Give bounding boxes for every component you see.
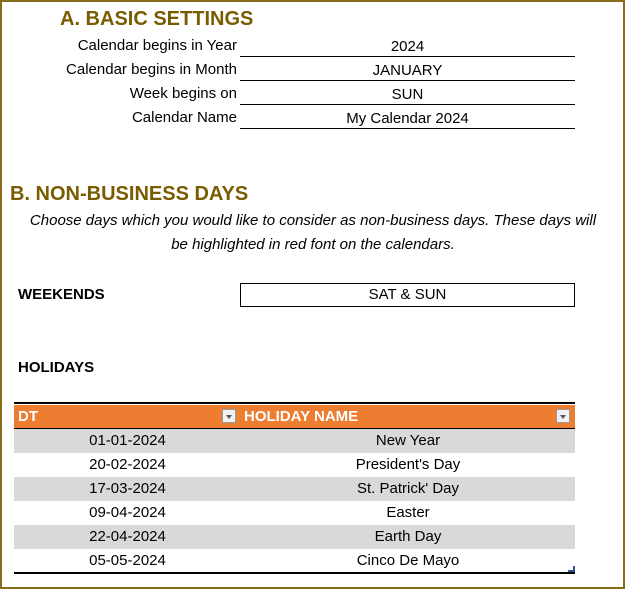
- calendar-name-value-cell[interactable]: My Calendar 2024: [240, 109, 575, 129]
- table-row[interactable]: [14, 453, 575, 477]
- weekends-dropdown[interactable]: SAT & SUN: [240, 283, 575, 307]
- dt-filter-dropdown-icon[interactable]: [222, 409, 236, 423]
- holiday-name-cell: Easter: [386, 504, 430, 521]
- month-value-cell[interactable]: JANUARY: [240, 61, 575, 81]
- holiday-date-cell: 05-05-2024: [89, 552, 166, 569]
- instruction-line-1: Choose days which you would like to consider as non-business days. These days will: [29, 212, 597, 229]
- holiday-date-cell: 20-02-2024: [89, 456, 166, 473]
- table-row[interactable]: [14, 549, 575, 573]
- holiday-name-cell: New Year: [375, 432, 441, 449]
- holiday-name-cell: St. Patrick' Day: [356, 480, 460, 497]
- holiday-date-cell: 17-03-2024: [89, 480, 166, 497]
- section-b-heading: B. NON-BUSINESS DAYS: [10, 183, 249, 205]
- holiday-name-cell: Earth Day: [374, 528, 442, 545]
- week-start-value-cell[interactable]: SUN: [240, 85, 575, 105]
- table-bottom-border: [14, 572, 575, 574]
- column-header-holiday-name: HOLIDAY NAME: [244, 408, 359, 425]
- week-start-label: Week begins on: [129, 85, 237, 102]
- weekends-label: WEEKENDS: [18, 286, 105, 303]
- holidays-label: HOLIDAYS: [18, 359, 95, 376]
- holiday-date-cell: 22-04-2024: [89, 528, 166, 545]
- instruction-line-2: be highlighted in red font on the calendars.: [171, 236, 455, 253]
- holiday-name-cell: President's Day: [355, 456, 461, 473]
- table-row[interactable]: [14, 477, 575, 501]
- table-top-border: [14, 402, 575, 404]
- table-header-row: [14, 405, 575, 428]
- table-row[interactable]: [14, 501, 575, 525]
- column-header-dt: DT: [18, 408, 38, 425]
- table-resize-handle[interactable]: [568, 566, 575, 572]
- year-value-cell[interactable]: 2024: [240, 37, 575, 57]
- holiday-date-cell: 09-04-2024: [89, 504, 166, 521]
- table-row[interactable]: [14, 525, 575, 549]
- year-label: Calendar begins in Year: [77, 37, 237, 54]
- holiday-name-cell: Cinco De Mayo: [356, 552, 460, 569]
- section-a-heading: A. BASIC SETTINGS: [60, 8, 254, 30]
- holiday-date-cell: 01-01-2024: [89, 432, 166, 449]
- month-label: Calendar begins in Month: [66, 61, 237, 78]
- holiday-name-filter-dropdown-icon[interactable]: [556, 409, 570, 423]
- calendar-name-label: Calendar Name: [131, 109, 237, 126]
- table-row[interactable]: [14, 429, 575, 453]
